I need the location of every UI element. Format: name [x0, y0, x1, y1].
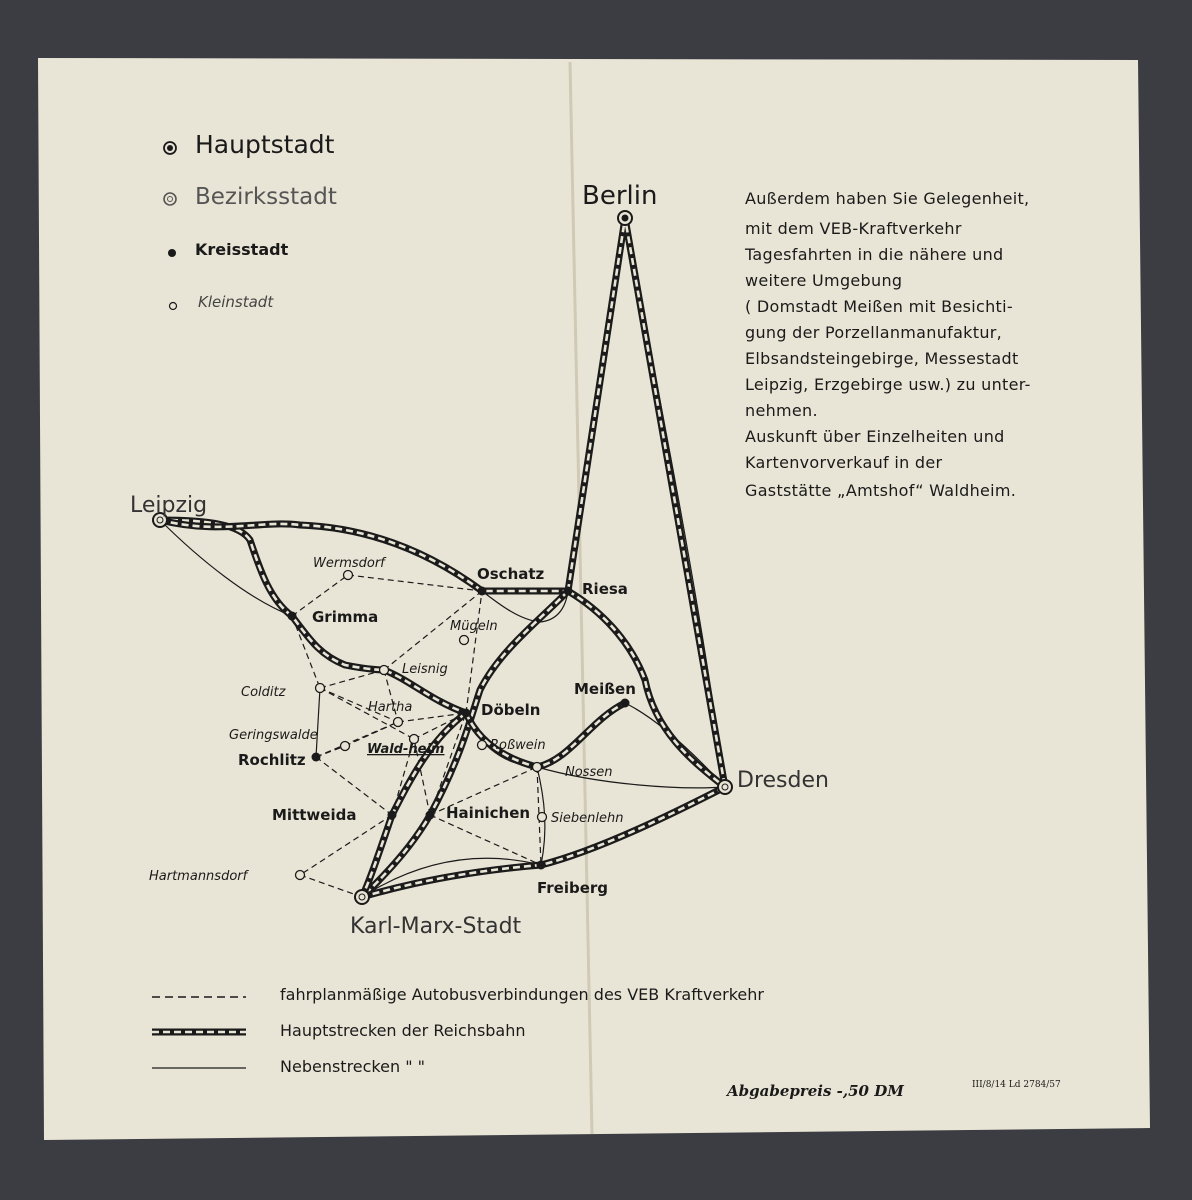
hainichen-marker [426, 811, 435, 820]
dresden-label: Dresden [737, 768, 829, 793]
side-line-legend-label: Nebenstrecken " " [280, 1057, 425, 1076]
siebenlehn-label: Siebenlehn [551, 811, 624, 826]
nossen-marker [533, 763, 542, 772]
hartmannsdorf-label: Hartmannsdorf [149, 869, 248, 884]
karl-marx-stadt-marker [355, 890, 369, 904]
colditz-marker [316, 684, 325, 693]
rosswein-label: Roßwein [490, 738, 546, 753]
doebeln-label: Döbeln [481, 701, 541, 719]
kreisstadt-legend-label: Kreisstadt [195, 240, 289, 259]
meissen-label: Meißen [574, 680, 636, 698]
hartha-marker [394, 718, 403, 727]
dresden-marker [718, 780, 732, 794]
mittweida-label: Mittweida [272, 806, 357, 824]
info-line: Auskunft über Einzelheiten und [745, 427, 1005, 446]
info-line: weitere Umgebung [745, 271, 903, 290]
mittweida-marker [388, 811, 397, 820]
hartmannsdorf-marker [296, 871, 305, 880]
info-line: nehmen. [745, 401, 818, 420]
info-line: mit dem VEB-Kraftverkehr [745, 219, 962, 238]
wermsdorf-label: Wermsdorf [313, 556, 385, 571]
bezirksstadt-legend-label: Bezirksstadt [195, 184, 337, 210]
rochlitz-label: Rochlitz [238, 751, 306, 769]
info-line: ( Domstadt Meißen mit Besichti- [745, 297, 1013, 316]
kleinstadt-symbol [170, 303, 177, 310]
hauptstadt-legend-label: Hauptstadt [195, 130, 335, 159]
info-line: Gaststätte „Amtshof“ Waldheim. [745, 481, 1017, 500]
info-line: gung der Porzellanmanufaktur, [745, 323, 1003, 342]
nossen-label: Nossen [565, 765, 613, 780]
wermsdorf-marker [344, 571, 353, 580]
geringswalde-marker [341, 742, 350, 751]
oschatz-marker [478, 587, 487, 596]
info-line: Außerdem haben Sie Gelegenheit, [745, 189, 1030, 208]
kleinstadt-legend-label: Kleinstadt [198, 293, 274, 311]
riesa-marker [564, 587, 573, 596]
riesa-label: Riesa [582, 580, 628, 598]
freiberg-label: Freiberg [537, 879, 609, 897]
doebeln-marker [462, 709, 471, 718]
info-line: Tagesfahrten in die nähere und [745, 245, 1004, 264]
siebenlehn-marker [538, 813, 547, 822]
hauptstadt-symbol [164, 142, 176, 154]
price-label: Abgabepreis -,50 DM [727, 1082, 904, 1100]
hainichen-label: Hainichen [446, 804, 531, 822]
freiberg-marker [537, 861, 546, 870]
oschatz-label: Oschatz [477, 565, 545, 583]
grimma-marker [288, 612, 297, 621]
info-line: Leipzig, Erzgebirge usw.) zu unter- [745, 375, 1031, 394]
muegeln-label: Mügeln [450, 619, 498, 634]
muegeln-marker [460, 636, 469, 645]
brochure-paper [38, 58, 1150, 1140]
info-line: Kartenvorverkauf in der [745, 453, 943, 472]
waldheim-label: Wald-heim [367, 742, 445, 757]
karl-marx-stadt-label: Karl-Marx-Stadt [350, 914, 522, 939]
berlin-marker [618, 211, 632, 225]
rochlitz-marker [312, 753, 321, 762]
leisnig-label: Leisnig [402, 662, 448, 677]
grimma-label: Grimma [312, 608, 379, 626]
leipzig-label: Leipzig [130, 493, 208, 518]
hartha-label: Hartha [368, 700, 413, 715]
meissen-marker [621, 699, 630, 708]
geringswalde-label: Geringswalde [229, 728, 318, 743]
bezirksstadt-symbol [164, 193, 176, 205]
berlin-label: Berlin [582, 181, 658, 211]
print-code: III/8/14 Ld 2784/57 [972, 1080, 1061, 1090]
info-line: Elbsandsteingebirge, Messestadt [745, 349, 1019, 368]
kreisstadt-symbol [168, 249, 176, 257]
leisnig-marker [380, 666, 389, 675]
bus-line-legend-label: fahrplanmäßige Autobusverbindungen des VEB Kraftverkehr [280, 985, 764, 1004]
colditz-label: Colditz [241, 685, 286, 700]
rosswein-marker [478, 741, 487, 750]
main-line-legend-label: Hauptstrecken der Reichsbahn [280, 1021, 526, 1040]
